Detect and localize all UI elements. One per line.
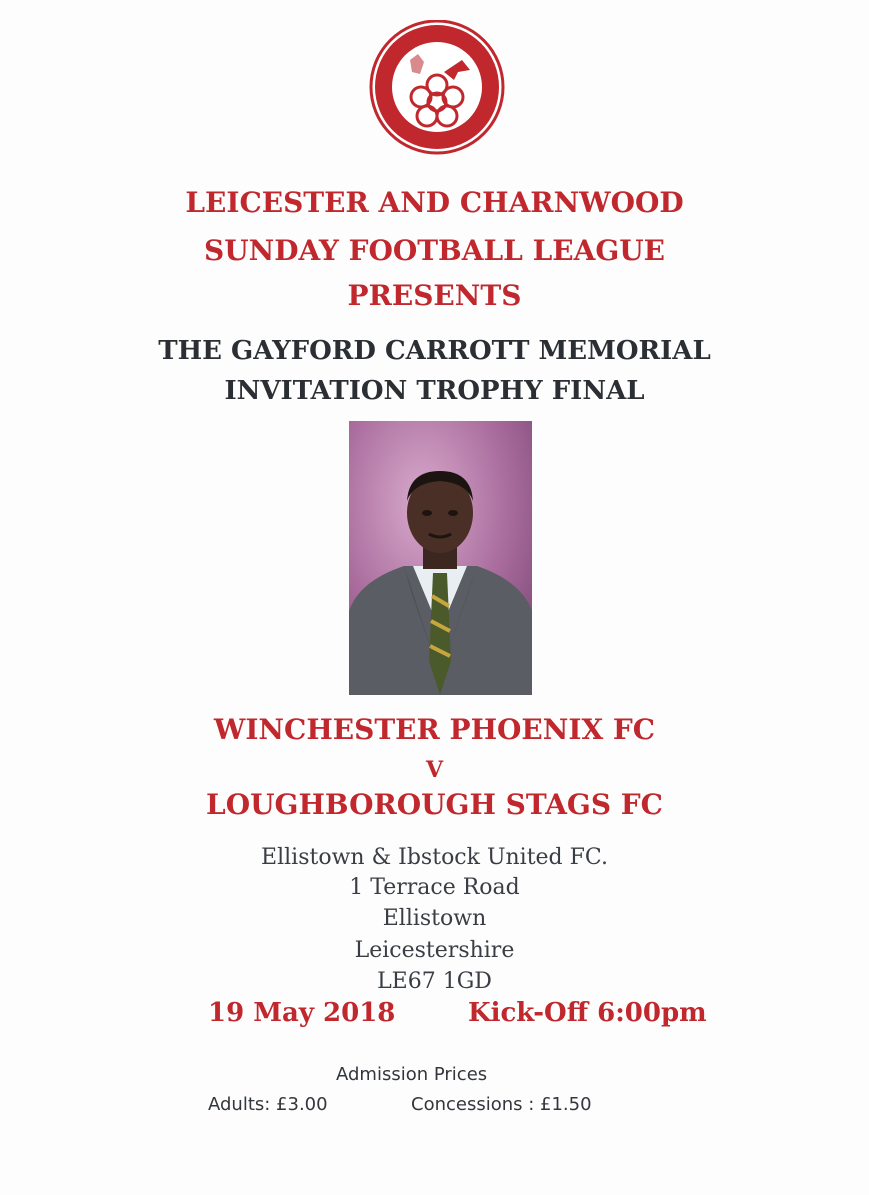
adult-price: Adults: £3.00 [208,1094,328,1115]
venue-town: Ellistown [382,906,487,931]
versus-label: V [425,757,444,783]
match-date: 19 May 2018 [208,998,396,1028]
presents-label: PRESENTS [347,279,522,312]
memorial-portrait-photo [349,421,532,695]
league-name-line2: SUNDAY FOOTBALL LEAGUE [203,234,665,267]
league-crest-icon [362,20,512,155]
venue-street: 1 Terrace Road [349,875,520,900]
event-title-line2: INVITATION TROPHY FINAL [224,376,645,406]
home-team: WINCHESTER PHOENIX FC [213,713,656,746]
league-name-line1: LEICESTER AND CHARNWOOD [185,186,684,219]
kickoff-time: Kick-Off 6:00pm [468,998,707,1028]
event-title-line1: THE GAYFORD CARROTT MEMORIAL [158,336,711,366]
away-team: LOUGHBOROUGH STAGS FC [206,788,663,821]
venue-name: Ellistown & Ibstock United FC. [261,845,608,870]
venue-county: Leicestershire [354,938,515,963]
admission-heading: Admission Prices [336,1064,488,1085]
portrait-image-icon [349,421,532,695]
concession-price: Concessions : £1.50 [411,1094,592,1115]
league-logo [362,20,512,155]
venue-postcode: LE67 1GD [377,969,492,994]
